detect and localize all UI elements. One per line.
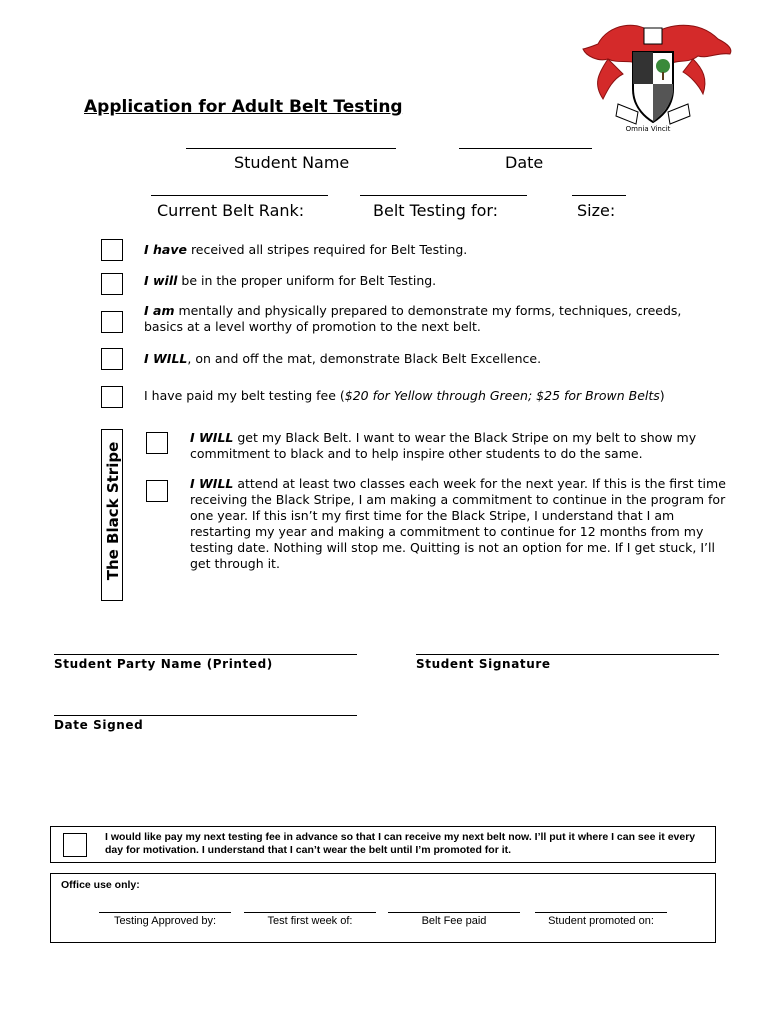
belt-testing-for-line[interactable]: [360, 195, 527, 196]
promoted-on-line[interactable]: [535, 912, 667, 913]
size-line[interactable]: [572, 195, 626, 196]
advance-fee-box: [50, 826, 716, 863]
current-belt-rank-line[interactable]: [151, 195, 328, 196]
fee-paid-label: Belt Fee paid: [421, 915, 487, 927]
checklist-item-stripes: I have received all stripes required for Belt Testing.: [144, 242, 468, 257]
date-line[interactable]: [459, 148, 592, 149]
student-name-line[interactable]: [186, 148, 396, 149]
fee-paid-line[interactable]: [388, 912, 520, 913]
black-stripe-label-box: [101, 429, 123, 601]
black-stripe-item-belt: I WILL get my Black Belt. I want to wear the Black Stripe on my belt to show my commitment to black and to help inspire other students to do the same.: [190, 430, 697, 461]
checklist-item-prepared: I am mentally and physically prepared to demonstrate my forms, techniques, creeds, basics at a level worthy of promotion to the next belt.: [144, 303, 682, 334]
signature-line[interactable]: [416, 654, 719, 655]
date-signed-label: Date Signed: [54, 718, 144, 732]
checkbox-advance-fee[interactable]: [63, 833, 87, 857]
date-label: Date: [505, 153, 544, 172]
checkbox-fee[interactable]: [101, 386, 123, 408]
checkbox-black-belt[interactable]: [146, 432, 168, 454]
svg-text:Omnia Vincit: Omnia Vincit: [625, 125, 671, 133]
checklist-item-excellence: I WILL, on and off the mat, demonstrate Black Belt Excellence.: [144, 351, 542, 366]
first-week-label: Test first week of:: [267, 915, 353, 927]
checkbox-prepared[interactable]: [101, 311, 123, 333]
checkbox-excellence[interactable]: [101, 348, 123, 370]
date-signed-line[interactable]: [54, 715, 357, 716]
checklist-item-fee: I have paid my belt testing fee ($20 for Yellow through Green; $25 for Brown Belts): [144, 388, 665, 403]
current-belt-rank-label: Current Belt Rank:: [157, 201, 305, 220]
belt-testing-for-label: Belt Testing for:: [373, 201, 499, 220]
page-title: Application for Adult Belt Testing: [84, 97, 403, 117]
checklist-item-uniform: I will be in the proper uniform for Belt Testing.: [144, 273, 437, 288]
dragon-crest-logo-icon: [578, 14, 734, 134]
first-week-line[interactable]: [244, 912, 376, 913]
office-use-box: [50, 873, 716, 943]
approved-by-line[interactable]: [99, 912, 231, 913]
signature-label: Student Signature: [416, 657, 551, 671]
advance-fee-text: I would like pay my next testing fee in advance so that I can receive my next belt now. I’ll put it where I can see it every day for motivation. I understand that I can’t wear the belt until I’m promoted for it.: [105, 831, 696, 856]
promoted-on-label: Student promoted on:: [548, 915, 654, 927]
checkbox-stripes[interactable]: [101, 239, 123, 261]
office-use-heading: Office use only:: [61, 879, 140, 891]
approved-by-label: Testing Approved by:: [113, 915, 217, 927]
checkbox-uniform[interactable]: [101, 273, 123, 295]
printed-name-line[interactable]: [54, 654, 357, 655]
size-label: Size:: [577, 201, 616, 220]
black-stripe-item-attend: I WILL attend at least two classes each week for the next year. If this is the first time receiving the Black Stripe, I am making a commitment to continue in the program for one year. If this isn’t my first time for the Black Stripe, I understand that I am restarting my year and making a commitment to continue for 12 months from my testing date. Nothing will stop me. Quitting is not an option for me. If I get stuck, I’ll get through it.: [190, 476, 726, 571]
black-stripe-label: The Black Stripe: [104, 441, 122, 581]
student-name-label: Student Name: [234, 153, 350, 172]
printed-name-label: Student Party Name (Printed): [54, 657, 273, 671]
checkbox-attend[interactable]: [146, 480, 168, 502]
